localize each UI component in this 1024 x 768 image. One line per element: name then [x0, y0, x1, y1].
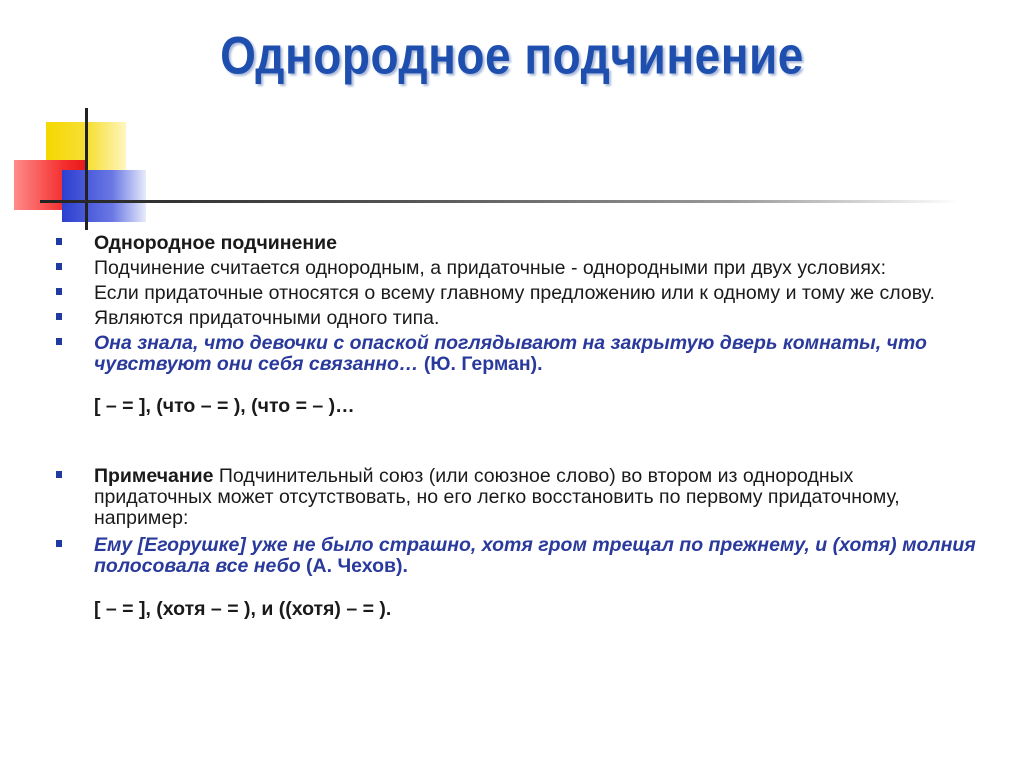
scheme-formula-2: [ – = ], (хотя – = ), и ((хотя) – = ).: [94, 598, 392, 620]
bullet-icon: [56, 540, 62, 547]
bullet-icon: [56, 313, 62, 320]
bullet-item-heading: Однородное подчинение: [56, 233, 976, 254]
example-author: (Ю. Герман).: [418, 353, 543, 375]
bullet-item-condition-1: Если придаточные относятся о всему главному предложению или к одному и тому же слову.: [56, 283, 976, 304]
slide-body: [56, 233, 976, 620]
note-example-author: (А. Чехов).: [300, 555, 408, 577]
bullet-item-note-example: [56, 535, 976, 577]
decor-horizontal-rule: [40, 200, 960, 203]
bullet-icon: [56, 338, 62, 345]
note-label: Примечание: [94, 465, 214, 487]
decor-vertical-line: [85, 108, 88, 230]
bullet-icon: [56, 471, 62, 478]
bullet-item-example: [56, 333, 976, 375]
scheme-formula-1: [ – = ], (что – = ), (что = – )…: [94, 395, 355, 417]
note-example-quote: Ему [Егорушке] уже не было страшно, хотя гром трещал по прежнему, и (хотя) молния полосовала все небо: [94, 534, 976, 577]
bullet-item-definition: Подчинение считается однородным, а придаточные - однородными при двух условиях:: [56, 258, 976, 279]
decor-blue-square: [62, 170, 146, 222]
bullet-icon: [56, 263, 62, 270]
bullet-item-condition-2: Являются придаточными одного типа.: [56, 308, 976, 329]
bullet-icon: [56, 288, 62, 295]
bullet-item-note: [56, 466, 976, 529]
note-text: Подчинительный союз (или союзное слово) во втором из однородных придаточных может отсутствовать, но его легко восстановить по первому придаточному, например:: [94, 465, 900, 529]
bullet-icon: [56, 238, 62, 245]
example-quote: Она знала, что девочки с опаской поглядывают на закрытую дверь комнаты, что чувствуют они себя связанно…: [94, 332, 927, 375]
slide-title: Однородное подчинение: [220, 25, 804, 85]
